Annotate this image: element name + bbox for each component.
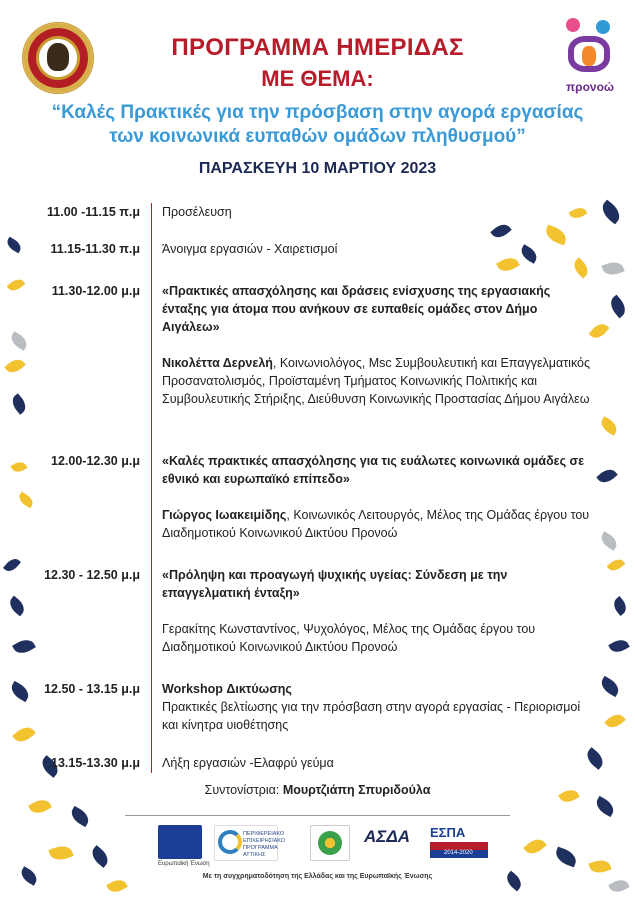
- leaf-decoration: [48, 843, 73, 864]
- leaf-decoration: [28, 796, 52, 817]
- leaf-decoration: [6, 596, 28, 617]
- leaf-decoration: [608, 636, 630, 655]
- header: [0, 0, 635, 190]
- page-subtitle: ΜΕ ΘΕΜΑ:: [261, 66, 374, 91]
- leaf-decoration: [5, 237, 24, 254]
- leaf-decoration: [598, 200, 624, 225]
- eu-label: Ευρωπαϊκή Ένωση: [158, 861, 210, 867]
- asda-logo: [362, 825, 420, 859]
- leaf-decoration: [607, 295, 630, 319]
- leaf-decoration: [490, 221, 512, 242]
- cofunding-note: Με τη συγχρηματοδότηση της Ελλάδας και της Ευρωπαϊκής Ένωσης: [202, 873, 433, 880]
- espa-logo: [430, 825, 488, 859]
- leaf-decoration: [523, 835, 547, 858]
- speaker-info: , Κοινωνικός Λειτουργός, Μέλος της Ομάδας έργου του Διαδημοτικού Κοινωνικού Δικτύου Προνοώ: [162, 508, 590, 540]
- speaker-info: Γερακίτης Κωνσταντίνος, Ψυχολόγος, Μέλος της Ομάδας έργου του Διαδημοτικού Κοινωνικού Δικτύου Προνοώ: [162, 622, 536, 654]
- espa-years: 2014-2020: [444, 850, 473, 856]
- session-title: «Πρακτικές απασχόλησης και δράσεις ενίσχυσης της εργασιακής ένταξης για άτομα που ανήκουν σε ευπαθείς ομάδες στον Δήμο Αιγάλεω»: [162, 284, 551, 334]
- coordinator-name: Μουρτζιάπη Σπυριδούλα: [282, 783, 431, 797]
- municipality-seal-logo: [22, 22, 94, 94]
- espa-label: ΕΣΠΑ: [430, 825, 466, 840]
- leaf-decoration: [570, 257, 591, 278]
- pronoo-logo-label: προνοώ: [565, 80, 615, 94]
- figure-icon: [596, 20, 610, 34]
- attiki-program-logo: [214, 825, 286, 861]
- schedule-time: 11.00 -11.15 π.μ: [47, 205, 140, 219]
- speaker-name: Γιώργος Ιωακειμίδης: [162, 508, 287, 522]
- attiki-circle-icon: [218, 830, 242, 854]
- leaf-decoration: [7, 276, 26, 294]
- espa-red-bar: [430, 842, 488, 850]
- schedule-time: 12.00-12.30 μ.μ: [51, 454, 140, 468]
- leaf-decoration: [4, 356, 26, 377]
- leaf-decoration: [598, 416, 620, 435]
- espa-blue-bar: [430, 850, 488, 858]
- coordinator: [0, 783, 635, 797]
- session-title: Workshop Δικτύωσης: [162, 682, 292, 696]
- event-subject: “Καλές Πρακτικές για την πρόσβαση στην αγορά εργασίας των κοινωνικά ευπαθών ομάδων πληθυσμού”: [51, 102, 584, 147]
- event-date: ΠΑΡΑΣΚΕΥΗ 10 ΜΑΡΤΙΟΥ 2023: [198, 160, 437, 177]
- figure-icon: [582, 46, 596, 66]
- figure-icon: [566, 18, 580, 32]
- leaf-decoration: [88, 845, 112, 868]
- leaf-decoration: [12, 723, 36, 746]
- leaf-decoration: [17, 492, 36, 509]
- portrait-icon: [47, 43, 69, 71]
- schedule-text: Άνοιγμα εργασιών - Χαιρετισμοί: [162, 242, 338, 256]
- page-title: ΠΡΟΓΡΑΜΜΑ ΗΜΕΡΙΔΑΣ: [171, 34, 464, 61]
- session-text: Πρακτικές βελτίωσης για την πρόσβαση στην αγορά εργασίας - Περιορισμοί και κίνητρα υιοθέτησης: [162, 700, 581, 732]
- timeline-divider: [151, 203, 152, 773]
- schedule-time: 11.15-11.30 π.μ: [50, 242, 140, 256]
- leaf-decoration: [604, 711, 626, 732]
- leaf-decoration: [610, 596, 629, 616]
- leaf-decoration: [598, 676, 622, 697]
- session-title: «Πρόληψη και προαγωγή ψυχικής υγείας: Σύνδεση με την επαγγελματική ένταξη»: [162, 568, 508, 600]
- leaf-decoration: [3, 556, 21, 575]
- leaf-decoration: [596, 466, 618, 487]
- leaf-decoration: [593, 796, 617, 817]
- schedule-time: 12.50 - 13.15 μ.μ: [44, 682, 140, 696]
- speaker-info: , Κοινωνιολόγος, Msc Συμβουλευτική και Επαγγελματικός Προσανατολισμός, Προϊσταμένη Τμήματος Κοινωνικής Πολιτικής και Συμβουλευτικής Στήριξης, Διεύθυνση Κοινωνικής Προστασίας Δήμου Αιγάλεω: [162, 356, 591, 406]
- leaf-decoration: [8, 331, 30, 350]
- leaf-decoration: [8, 681, 32, 702]
- pronoo-logo: [556, 16, 624, 96]
- schedule-time: 13.15-13.30 μ.μ: [51, 756, 140, 770]
- leaf-decoration: [607, 556, 626, 574]
- schedule-time: 12.30 - 12.50 μ.μ: [44, 568, 140, 582]
- social-network-logo: [310, 825, 350, 861]
- leaf-decoration: [10, 459, 27, 475]
- network-circle-icon: [318, 831, 342, 855]
- schedule-text: Λήξη εργασιών -Ελαφρύ γεύμα: [162, 756, 334, 770]
- eu-flag-logo: [158, 825, 210, 867]
- asda-label: ΑΣΔΑ: [364, 827, 411, 846]
- session-title: «Καλές πρακτικές απασχόλησης για τις ευάλωτες κοινωνικά ομάδες σε εθνικό και ευρωπαϊκό επίπεδο»: [162, 454, 585, 486]
- leaf-decoration: [12, 636, 36, 657]
- leaf-decoration: [601, 259, 624, 278]
- schedule-time: 11.30-12.00 μ.μ: [51, 284, 140, 298]
- leaf-decoration: [9, 393, 30, 415]
- schedule-text: Προσέλευση: [162, 205, 232, 219]
- leaf-decoration: [598, 531, 620, 550]
- coordinator-label: Συντονίστρια:: [204, 783, 283, 797]
- leaf-decoration: [553, 847, 578, 868]
- leaf-decoration: [68, 806, 92, 827]
- attiki-label: ΠΕΡΙΦΕΡΕΙΑΚΟ ΕΠΙΧΕΙΡΗΣΙΑΚΟ ΠΡΟΓΡΑΜΜΑ ΑΤΤΙΚΗΣ: [243, 831, 286, 858]
- speaker-name: Νικολέττα Δερνελή: [162, 356, 273, 370]
